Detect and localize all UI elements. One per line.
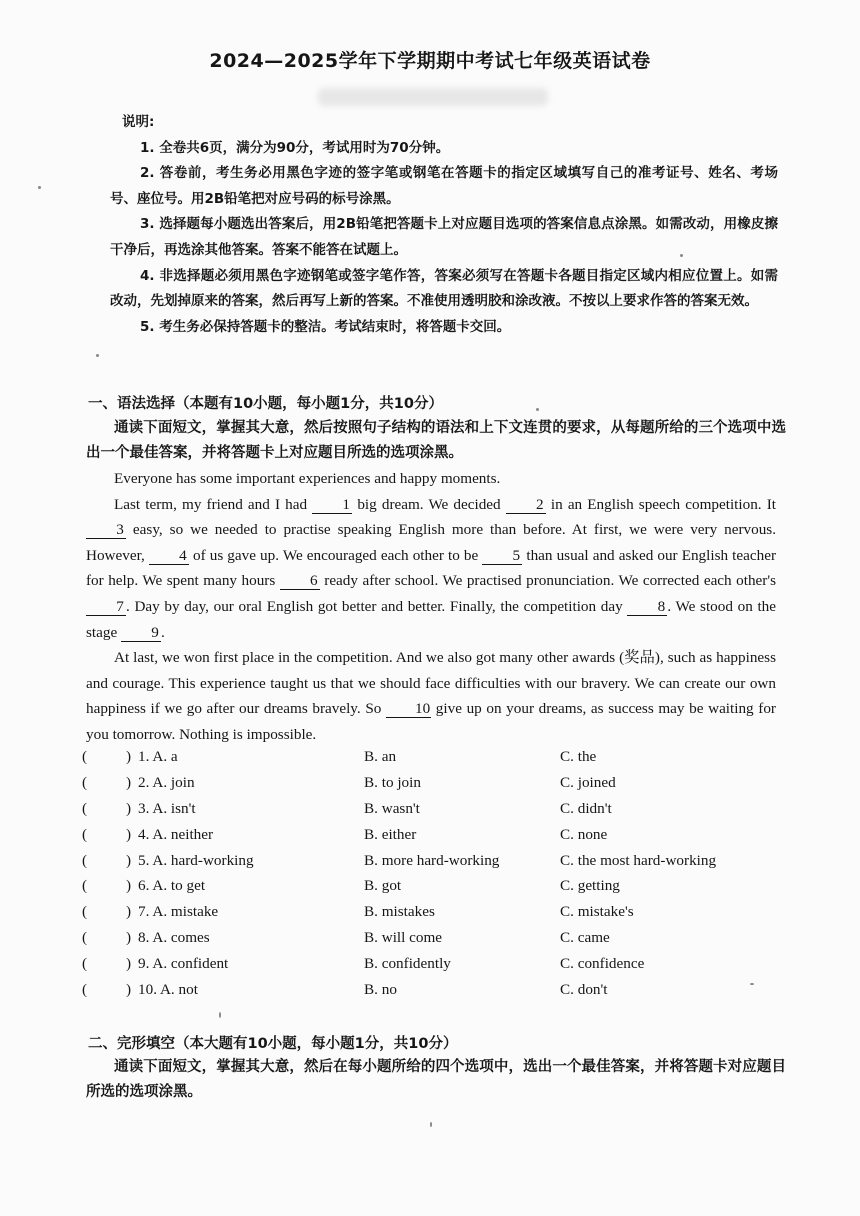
scan-speck [680, 254, 683, 257]
blank-6: 6 [280, 573, 320, 590]
answer-paren-open: ( [82, 929, 88, 947]
question-row-4 [82, 826, 782, 852]
passage-text: in an English speech competition. It [545, 495, 776, 513]
option-a: 2. A. join [138, 773, 195, 791]
passage-text: give up on your dreams, as success may be waiting for you tomorrow. Nothing is impossible. [86, 700, 776, 743]
passage-text: of us gave up. We encouraged each other to be [188, 546, 483, 564]
option-b: B. to join [364, 773, 421, 791]
option-c: C. none [560, 825, 608, 843]
answer-paren-close: ) [126, 981, 132, 999]
scan-speck [750, 983, 754, 985]
passage-paragraph-3 [86, 645, 776, 747]
option-a: 7. A. mistake [138, 903, 219, 921]
answer-paren-open: ( [82, 903, 88, 921]
option-c: C. didn't [560, 799, 612, 817]
option-b: B. wasn't [364, 799, 420, 817]
passage-paragraph-2 [86, 492, 776, 646]
answer-paren-open: ( [82, 799, 88, 817]
answer-paren-close: ) [126, 955, 132, 973]
blank-7: 7 [86, 599, 126, 616]
answer-paren-close: ) [126, 877, 132, 895]
section2-heading: 二、完形填空（本大题有10小题，每小题1分，共10分） [88, 1036, 458, 1052]
option-a: 8. A. comes [138, 929, 210, 947]
instruction-item-5: 5. 考生务必保持答题卡的整洁。考试结束时，将答题卡交回。 [140, 318, 511, 335]
scan-speck [219, 1012, 221, 1018]
answer-paren-close: ) [126, 773, 132, 791]
passage-text: Last term, my friend and I had [114, 495, 313, 513]
option-a: 3. A. isn't [138, 799, 196, 817]
passage-text: . [161, 623, 165, 641]
blank-8: 8 [627, 599, 667, 616]
blank-1: 1 [312, 497, 352, 514]
answer-paren-close: ) [126, 851, 132, 869]
option-a: 9. A. confident [138, 955, 229, 973]
blank-3: 3 [86, 522, 126, 539]
option-a: 4. A. neither [138, 825, 214, 843]
answer-paren-close: ) [126, 799, 132, 817]
passage-text: . We stood on the stage [86, 597, 776, 641]
answer-paren-close: ) [126, 748, 132, 765]
question-row-8 [82, 929, 782, 955]
passage-paragraph-1: Everyone has some important experiences and happy moments. [114, 470, 501, 487]
question-row-6 [82, 877, 782, 903]
option-b: B. got [364, 877, 402, 895]
instruction-item-1: 1. 全卷共6页，满分为90分，考试用时为70分钟。 [140, 139, 450, 156]
option-c: C. the [560, 748, 597, 765]
option-c: C. mistake's [560, 903, 634, 921]
answer-paren-open: ( [82, 773, 88, 791]
option-c: C. confidence [560, 955, 645, 973]
question-options-list [82, 748, 782, 1007]
option-c: C. the most hard-working [560, 851, 717, 869]
option-c: C. came [560, 929, 610, 947]
grammar-passage [86, 466, 776, 748]
option-a: 10. A. not [138, 981, 198, 999]
instructions-block [110, 110, 778, 340]
scan-speck [536, 408, 539, 411]
instruction-item-2: 2. 答卷前，考生务必用黑色字迹的签字笔或钢笔在答题卡的指定区域填写自己的准考证号、姓名、考场号、座位号。用2B铅笔把对应号码的标号涂黑。 [110, 165, 778, 207]
passage-text: . Day by day, our oral English got better and better. Finally, the competition day [126, 597, 628, 615]
passage-text: big dream. We decided [352, 495, 506, 513]
exam-title: 2024—2025学年下学期期中考试七年级英语试卷 [209, 50, 651, 72]
scan-speck [38, 186, 41, 189]
question-row-1 [82, 748, 782, 774]
blank-9: 9 [121, 625, 161, 642]
option-a: 1. A. a [138, 748, 178, 765]
passage-text: At last, we won first place in the competition. And we also got many other awards (奖品), such as happiness and courage. This experience taught us that we should face difficulties with our bravery. We can create our own happiness if we go after our dreams bravely. So [86, 649, 776, 718]
answer-paren-open: ( [82, 955, 88, 973]
scan-speck [96, 354, 99, 357]
answer-paren-open: ( [82, 748, 88, 765]
option-c: C. joined [560, 773, 616, 791]
option-b: B. will come [364, 929, 443, 947]
question-row-7 [82, 903, 782, 929]
blank-4: 4 [149, 548, 189, 565]
blank-5: 5 [482, 548, 522, 565]
passage-text: than usual and asked our English teacher for help. We spent many hours [86, 546, 777, 590]
option-b: B. an [364, 748, 397, 765]
answer-paren-open: ( [82, 825, 88, 843]
answer-paren-close: ) [126, 929, 132, 947]
option-b: B. mistakes [364, 903, 435, 921]
blank-2: 2 [506, 497, 546, 514]
passage-text: ready after school. We practised pronunciation. We corrected each other's [319, 572, 776, 590]
answer-paren-open: ( [82, 981, 88, 999]
option-c: C. don't [560, 981, 608, 999]
option-c: C. getting [560, 877, 620, 895]
instruction-item-4: 4. 非选择题必须用黑色字迹钢笔或签字笔作答，答案必须写在答题卡各题目指定区域内相应位置上。如需改动，先划掉原来的答案，然后再写上新的答案。不准使用透明胶和涂改液。不按以上要求作答的答案无效。 [110, 267, 778, 310]
option-b: B. more hard-working [364, 851, 500, 869]
question-row-5 [82, 852, 782, 878]
question-row-3 [82, 800, 782, 826]
answer-paren-close: ) [126, 903, 132, 921]
scan-speck [430, 1122, 432, 1127]
option-b: B. confidently [364, 955, 451, 973]
option-b: B. no [364, 981, 397, 999]
option-b: B. either [364, 825, 417, 843]
question-row-2 [82, 774, 782, 800]
answer-paren-close: ) [126, 825, 132, 843]
section2-intro: 通读下面短文，掌握其大意，然后在每小题所给的四个选项中，选出一个最佳答案，并将答题卡对应题目所选的选项涂黑。 [86, 1059, 786, 1100]
answer-paren-open: ( [82, 877, 88, 895]
instructions-heading: 说明: [122, 114, 155, 130]
scan-smudge [318, 88, 548, 106]
question-row-10 [82, 981, 782, 1007]
passage-text: easy, so we needed to practise speaking English more than before. At first, we were very nervous. However, [86, 521, 776, 564]
instruction-item-3: 3. 选择题每小题选出答案后，用2B铅笔把答题卡上对应题目选项的答案信息点涂黑。如需改动，用橡皮擦干净后，再选涂其他答案。答案不能答在试题上。 [110, 216, 778, 258]
question-row-9 [82, 955, 782, 981]
option-a: 5. A. hard-working [138, 851, 254, 869]
answer-paren-open: ( [82, 851, 88, 869]
section1-intro: 通读下面短文，掌握其大意，然后按照句子结构的语法和上下文连贯的要求，从每题所给的三个选项中选出一个最佳答案，并将答题卡上对应题目所选的选项涂黑。 [86, 420, 786, 461]
option-a: 6. A. to get [138, 877, 206, 895]
blank-10: 10 [386, 701, 431, 718]
section1-heading: 一、语法选择（本题有10小题，每小题1分，共10分） [88, 396, 443, 412]
